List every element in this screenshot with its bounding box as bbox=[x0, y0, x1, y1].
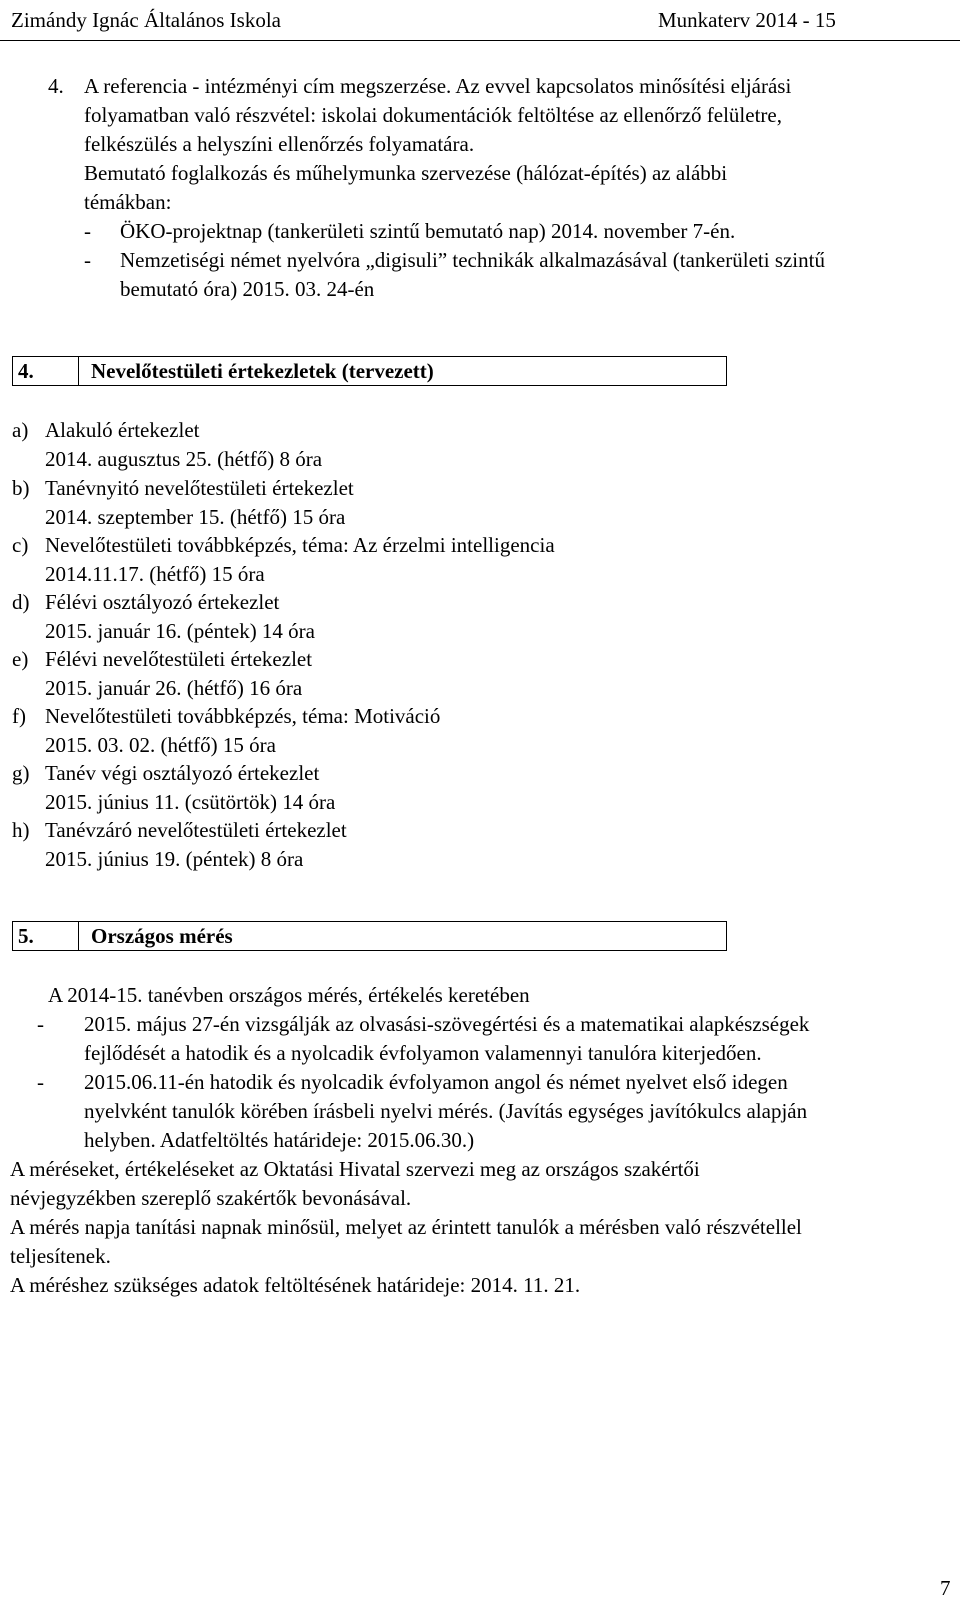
meeting-title: Nevelőtestületi továbbképzés, téma: Motiváció bbox=[45, 704, 441, 728]
bullet-text: ÖKO-projektnap (tankerületi szintű bemutató nap) 2014. november 7-én. bbox=[120, 219, 736, 243]
meeting-title: Alakuló értekezlet bbox=[45, 418, 200, 442]
meeting-title: Tanévnyitó nevelőtestületi értekezlet bbox=[45, 476, 354, 500]
item-letter: a) bbox=[12, 418, 29, 442]
header-school-name: Zimándy Ignác Általános Iskola bbox=[11, 8, 282, 32]
section-title: Nevelőtestületi értekezletek (tervezett) bbox=[91, 359, 434, 383]
bullet-text: fejlődését a hatodik és a nyolcadik évfolyamon valamennyi tanulóra kiterjedően. bbox=[84, 1041, 762, 1065]
text-line: folyamatban való részvétel: iskolai dokumentációk feltöltése az ellenőrző felületre, bbox=[84, 103, 782, 127]
meeting-title: Félévi nevelőtestületi értekezlet bbox=[45, 647, 313, 671]
text-line: felkészülés a helyszíni ellenőrzés folyamatára. bbox=[84, 132, 475, 156]
header-document-title: Munkaterv 2014 - 15 bbox=[658, 8, 836, 32]
section-title: Országos mérés bbox=[91, 924, 233, 948]
meeting-title: Nevelőtestületi továbbképzés, téma: Az érzelmi intelligencia bbox=[45, 533, 555, 557]
section-number: 5. bbox=[13, 922, 79, 950]
paragraph-line: névjegyzékben szereplő szakértők bevonásával. bbox=[10, 1186, 412, 1210]
section-number: 4. bbox=[13, 357, 79, 385]
item-letter: h) bbox=[12, 818, 30, 842]
item-letter: f) bbox=[12, 704, 26, 728]
bullet-text: 2015. május 27-én vizsgálják az olvasási-szövegértési és a matematikai alapkészségek bbox=[84, 1012, 810, 1036]
meeting-date: 2015. január 16. (péntek) 14 óra bbox=[45, 619, 315, 643]
paragraph-line: A mérés napja tanítási napnak minősül, melyet az érintett tanulók a mérésben való részvétellel bbox=[10, 1215, 802, 1239]
bullet-dash: - bbox=[37, 1012, 44, 1036]
text-line: A referencia - intézményi cím megszerzése. Az evvel kapcsolatos minősítési eljárási bbox=[84, 74, 792, 98]
meeting-title: Félévi osztályozó értekezlet bbox=[45, 590, 280, 614]
meeting-date: 2015. június 11. (csütörtök) 14 óra bbox=[45, 790, 336, 814]
list-item-number: 4. bbox=[48, 74, 64, 98]
text-line: témákban: bbox=[84, 190, 172, 214]
bullet-text: nyelvként tanulók körében írásbeli nyelvi mérés. (Javítás egységes javítókulcs alapján bbox=[84, 1099, 808, 1123]
page-header bbox=[0, 4, 960, 41]
bullet-text: helyben. Adatfeltöltés határideje: 2015.06.30.) bbox=[84, 1128, 475, 1152]
bullet-dash: - bbox=[84, 219, 91, 243]
item-letter: g) bbox=[12, 761, 30, 785]
meeting-date: 2014. szeptember 15. (hétfő) 15 óra bbox=[45, 505, 346, 529]
section-5-heading bbox=[12, 921, 727, 951]
meeting-title: Tanév végi osztályozó értekezlet bbox=[45, 761, 320, 785]
paragraph-line: A méréseket, értékeléseket az Oktatási Hivatal szervezi meg az országos szakértői bbox=[10, 1157, 700, 1181]
section-intro: A 2014-15. tanévben országos mérés, értékelés keretében bbox=[48, 983, 530, 1007]
bullet-text: bemutató óra) 2015. 03. 24-én bbox=[120, 277, 375, 301]
meeting-date: 2015. 03. 02. (hétfő) 15 óra bbox=[45, 733, 276, 757]
section-4-heading bbox=[12, 356, 727, 386]
bullet-text: Nemzetiségi német nyelvóra „digisuli” technikák alkalmazásával (tankerületi szintű bbox=[120, 248, 825, 272]
meeting-date: 2015. június 19. (péntek) 8 óra bbox=[45, 847, 304, 871]
paragraph-line: A méréshez szükséges adatok feltöltésének határideje: 2014. 11. 21. bbox=[10, 1273, 581, 1297]
item-letter: e) bbox=[12, 647, 29, 671]
bullet-text: 2015.06.11-én hatodik és nyolcadik évfolyamon angol és német nyelvet első idegen bbox=[84, 1070, 788, 1094]
item-letter: b) bbox=[12, 476, 30, 500]
meeting-title: Tanévzáró nevelőtestületi értekezlet bbox=[45, 818, 347, 842]
paragraph-line: teljesítenek. bbox=[10, 1244, 111, 1268]
item-letter: d) bbox=[12, 590, 30, 614]
text-line: Bemutató foglalkozás és műhelymunka szervezése (hálózat-építés) az alábbi bbox=[84, 161, 728, 185]
meeting-date: 2014.11.17. (hétfő) 15 óra bbox=[45, 562, 265, 586]
item-letter: c) bbox=[12, 533, 29, 557]
bullet-dash: - bbox=[84, 248, 91, 272]
meeting-date: 2015. január 26. (hétfő) 16 óra bbox=[45, 676, 303, 700]
page-number: 7 bbox=[940, 1576, 951, 1600]
bullet-dash: - bbox=[37, 1070, 44, 1094]
meeting-date: 2014. augusztus 25. (hétfő) 8 óra bbox=[45, 447, 323, 471]
